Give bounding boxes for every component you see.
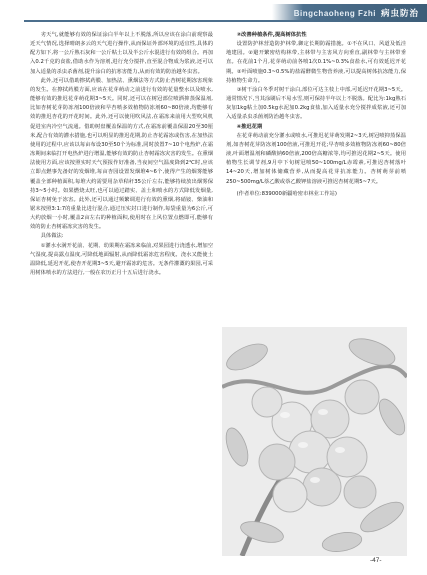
page-number: -47- — [370, 557, 382, 564]
page-header — [0, 0, 427, 24]
paragraph: ①灌水水满开花前、花期、幼果期在霜冻来临前,对果园进行浇透水,增加空气湿度,提高露点温度,可降低地面辐射,从而降低霜冻危害程度。浇水又能使土温降低,延迟开花,使杏开花期3~5天,避开霜冻的危害。无条件灌溉的果园,可采用树体喷水的方法进行,一般在农历正月十五后进行浇水。 — [30, 242, 213, 277]
section-heading: ②改善种植条件,提高树体抗性 — [236, 32, 307, 38]
paragraph: 设置防护林营造防护林带,御定长期防霜措施。①不在风口、风道及低洼地建园。②避开繁密结构林带,主林带与主害风方向垂直,副林带与主林带垂直。在花前1个月,花芽萌动前各喷1次0.1%~0.3%食盐水,可有效延迟开花期。②叶面喷施0.3~0.5%的盐霜酵微生物营养液,可以提高树体抗冻能力,保持植物生命力。 — [226, 41, 406, 84]
section-chinese-title: 病虫防治 — [380, 9, 419, 19]
section-heading: ④推迟花期 — [236, 123, 263, 130]
paragraph: 劣天气,就能够有效的保证涂白半年以上不脱落,所以应该在涂白前观察最近天气情况,选择晴朗多云的天气进行操作,从而保证外部环境的适宜性,具体的配方如下,将一公斤熟石灰和一公斤粘土以及半公斤水混进行有效的组合。再加入0.2千克的食盐,借助水作为溶剂,进行充分搅拌,直至混合物成为浆液,还可以加入适量的杀虫杀菌剂,提升涂白的抗寒害能力,从而有效的防治越冬虫害。 — [30, 32, 213, 75]
paragraph: 此外,还可以借助擦拭药膜、加热法、熏烟法等方式防止杏树花期冻害现象的发生。在擦拭药膜方面,应该在花芽萌动之前进行有效的花量整水以及喷水,能够有效的推迟花芽萌花期3~5天。同时,还可以在树冠部位喷洒抑蒸保温剂,比如杏树花芽防冻剂100倍液和早杏喷多效植物防冻剂60~80倍液,均能够有效的推迟杏花的开花时间。此外,还可以使用吹风法,在霜冻来前用大型吹风机促进室内冷空气流通。借助树盘覆盖保温的方式,在霜冻前覆盖保温20至30厘米,配合有效的灌水措施,也可以明显的推迟花期,防止杏花霜冻或伤害,在加热法使用的过程中,应该以每亩布设30至50个为标准,同时放置7~10个电热炉,在霜冻期间来临打开电热炉进行增温,能够有效的防止杏树霜冻灾害的发生。在熏烟法使用方面,应该按照实时天气预报作好准备,当夜间空气温度降到2℃时,应该立即点燃事先备好的发烟堆,每亩杏园设置发烟堆4~6个,使得产生的烟雾能够覆盖全部种植面积,每堆大约需要用杂草秸秆35公斤左右,能够持续放出烟雾保持3~5小时。如果燃烧太旺,也可以通过踏实、盖土和喷水的方式降低发烟量,保证杏树免于冻害。此外,还可以通过频繁调进行有效的熏烟,将硝铵、柴油和锯末按照3:1:7的重量比进行混合,通过压实封口进行制作,每袋重量为6公斤,可大约放烟一小时,覆盖2亩左右的种植面积,使用时在上风位置点燃即可,能够有效的防止杏树霜冻灾害的发生。 — [30, 77, 213, 231]
left-column — [30, 31, 213, 278]
author-affiliation: (作者单位:839000新疆哈密市林业工作站) — [236, 190, 337, 197]
apricot-photo-illustration — [222, 327, 407, 556]
paragraph: 在花芽萌动前充分灌水或喷水,可推迟花芽萌发期2~3天,树冠喷抑蒸保温剂,如杏树花芽防冻剂100倍液,可推迟开花;早杏喷多效植物防冻剂60~80倍液,叶面增温剂和磷酸钠60倍液,200倍高糖浓等,均可推迟花期2~5天。使用植物生长调节剂,9月中下旬树冠喷50~100mg/L赤霉素,可推迟杏树落叶14~20天,增加树体储藏营养,从而提高花芽抗冻能力。杏树萌芽前喷250~500mg/L萘乙酸或萘乙酸钾盐溶液可推迟杏树花期5~7天。 — [226, 132, 406, 185]
paragraph: 具体做法: — [40, 233, 64, 240]
apricot-fruit-photo — [222, 327, 407, 556]
section-badge — [272, 4, 427, 22]
section-english-title: Bingchaoheng Fzhi — [293, 8, 376, 18]
paragraph: ③树干涂白冬季对树干涂白,部位可达主枝上中部,可延迟开花期3~5天。通常情况下,当其涂刷后不易水雪,则可保持半年以上不脱落。配比为:1kg熟石灰加1kg粘土加0.5kg水泥加0.2kg食盐,加入适量水充分搅拌成浆液,还可加入适量杀虫杀菌剂防治越冬虫害。 — [226, 86, 406, 121]
right-column — [226, 31, 406, 199]
